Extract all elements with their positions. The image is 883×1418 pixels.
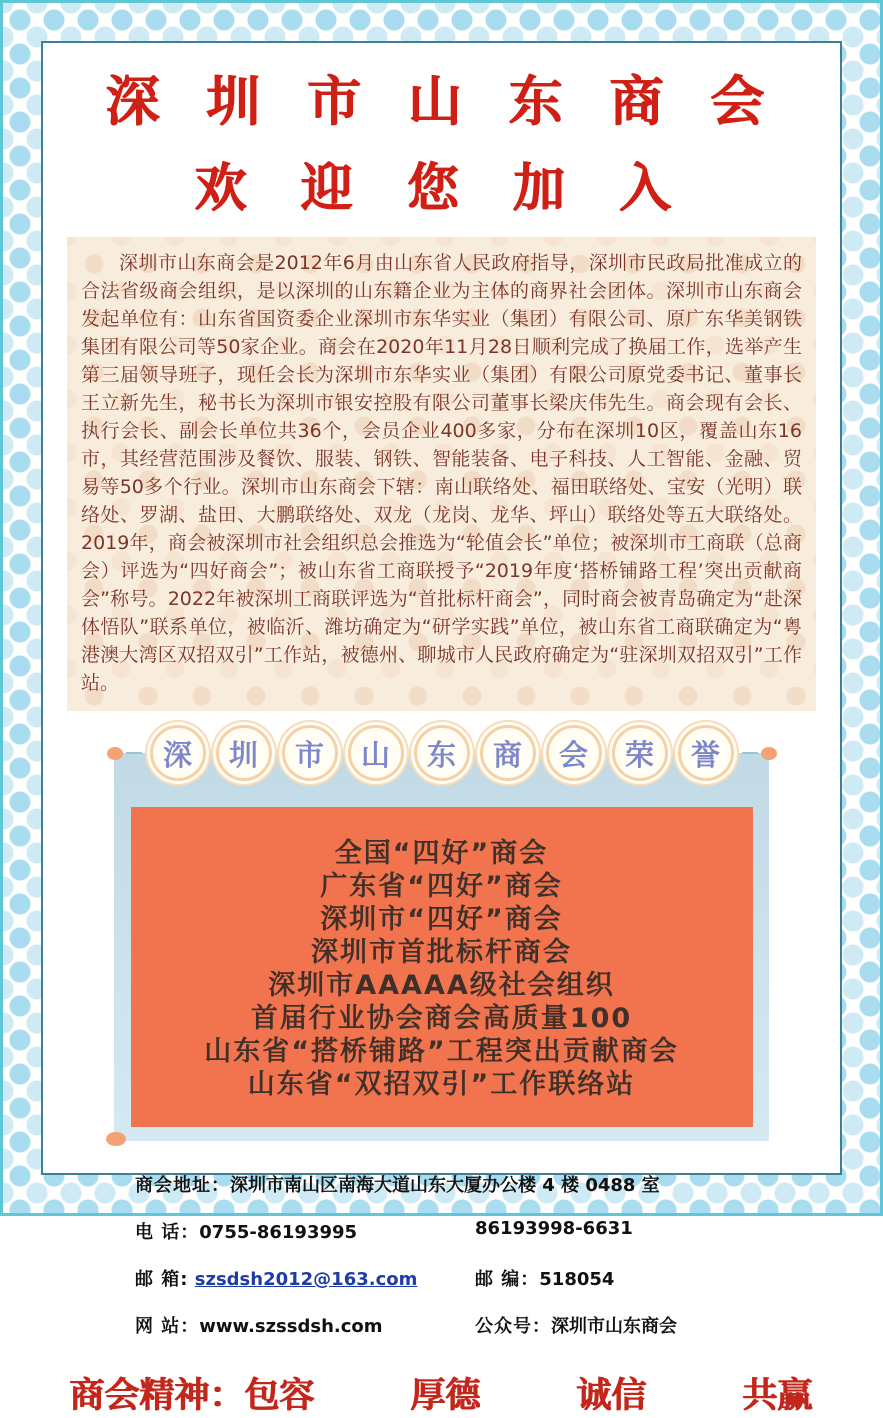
phone2-cell [475,1218,800,1244]
spirit-value: 厚德 [410,1375,481,1416]
honor-item: 广东省“四好”商会 [320,871,563,902]
address-row [135,1171,800,1197]
spirit-value: 诚信 [575,1375,646,1416]
address-label: 商会地址： [135,1175,230,1196]
honor-header-char-circle: 荣 [612,725,668,781]
spirit-label: 商会精神： [69,1375,245,1416]
poster-page [41,41,842,1416]
honor-header-char-circle: 市 [282,725,338,781]
phone-label: 电 话： [135,1222,200,1243]
honor-section-header [43,725,840,781]
honor-item: 山东省“双招双引”工作联络站 [247,1069,636,1100]
spirit-label-and-first [69,1368,314,1418]
contact-info-block [135,1171,800,1338]
email-link[interactable]: szsdsh2012@163.com [194,1269,418,1290]
honor-header-char-circle: 东 [414,725,470,781]
honor-header-char-circle: 誉 [678,725,734,781]
honor-header-char-circle: 会 [546,725,602,781]
main-title: 深 圳 市 山 东 商 会 [105,69,778,133]
website-label: 网 站： [135,1316,200,1337]
panel-corner-orange-dot-icon [106,1132,126,1146]
phone-row [135,1218,475,1244]
email-row [135,1265,475,1291]
address-value: 深圳市南山区南海大道山东大厦办公楼 4 楼 0488 室 [230,1175,660,1196]
honor-blue-panel [114,753,769,1141]
subtitle-welcome: 欢 迎 您 加 入 [194,158,689,219]
left-orange-dot-icon [107,747,123,760]
honor-header-char-circle: 圳 [216,725,272,781]
introduction-paragraph: 深圳市山东商会是2012年6月由山东省人民政府指导，深圳市民政局批准成立的合法省级商会组织，是以深圳的山东籍企业为主体的商界社会团体。深圳市山东商会发起单位有：山东省国资委企业深圳市东华实业（集团）有限公司、原广东华美钢铁集团有限公司等50家企业。商会在2020年11月28日顺利完成了换届工作，选举产生第三届领导班子，现任会长为深圳市东华实业（集团）有限公司原党委书记、董事长王立新先生，秘书长为深圳市银安控股有限公司董事长梁庆伟先生。商会现有会长、执行会长、副会长单位共36个，会员企业400多家，分布在深圳10区，覆盖山东16市，其经营范围涉及餐饮、服装、钢铁、智能装备、电子科技、人工智能、金融、贸易等50多个行业。深圳市山东商会下辖：南山联络处、福田联络处、宝安（光明）联络处、罗湖、盐田、大鹏联络处、双龙（龙岗、龙华、坪山）联络处等五大联络处。2019年，商会被深圳市社会组织总会推选为“轮值会长”单位；被深圳市工商联（总商会）评选为“四好商会”；被山东省工商联授予“2019年度‘搭桥铺路工程’突出贡献商会”称号。2022年被深圳工商联评选为“首批标杆商会”，同时商会被青岛确定为“赴深体悟队”联系单位，被临沂、潍坊确定为“研学实践”单位，被山东省工商联确定为“粤港澳大湾区双招双引”工作站，被德州、聊城市人民政府确定为“驻深圳双招双引”工作站。 [67,237,816,711]
postal-value: 518054 [539,1269,615,1290]
postal-label: 邮 编： [475,1269,540,1290]
website-row [135,1312,475,1338]
wechat-cell [475,1312,800,1338]
wechat-label: 公众号： [475,1316,551,1337]
right-connector-dash [742,752,758,754]
honor-header-char-circle: 深 [150,725,206,781]
honor-header-char-circle: 山 [348,725,404,781]
honor-item: 深圳市首批标杆商会 [311,937,572,968]
left-connector-dash [126,752,142,754]
honor-item: 山东省“搭桥铺路”工程突出贡献商会 [204,1036,679,1067]
right-orange-dot-icon [761,747,777,760]
chamber-spirit-slogan [69,1368,812,1418]
phone-value: 0755-86193995 [199,1222,358,1243]
honor-item: 首届行业协会商会高质量100 [250,1003,633,1034]
postal-cell [475,1265,800,1291]
honor-item: 深圳市AAAAA级社会组织 [268,970,615,1001]
spirit-value: 共赢 [741,1375,812,1416]
wechat-value: 深圳市山东商会 [551,1316,677,1337]
honor-list-box [131,807,753,1127]
honor-header-char-circle: 商 [480,725,536,781]
website-value: www.szssdsh.com [199,1316,383,1337]
phone-value-2: 86193998-6631 [475,1218,633,1239]
email-label: 邮 箱: [135,1269,189,1290]
spirit-value: 包容 [244,1375,315,1416]
honor-item: 深圳市“四好”商会 [320,904,563,935]
honor-item: 全国“四好”商会 [334,838,549,869]
